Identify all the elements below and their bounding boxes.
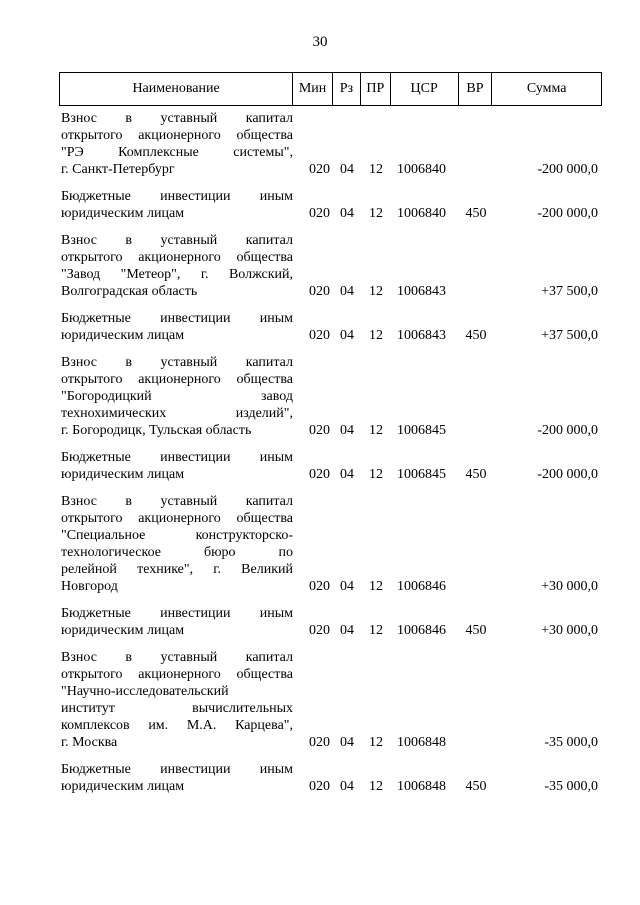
- row-sum: -35 000,0: [544, 779, 598, 794]
- row-rz: 04: [340, 206, 354, 221]
- row-name-line: юридическим лицам: [61, 623, 185, 638]
- page-number: 30: [312, 34, 328, 50]
- row-min: 020: [309, 162, 330, 177]
- row-csr: 1006845: [397, 467, 446, 482]
- row-name: [59, 354, 293, 439]
- row-sum: +37 500,0: [541, 284, 598, 299]
- row-csr: 1006843: [397, 284, 446, 299]
- row-name-line: юридическим лицам: [61, 328, 185, 343]
- row-name-line: Новгород: [61, 579, 118, 594]
- row-pr: 12: [369, 162, 383, 177]
- header-min: Мин: [293, 73, 333, 105]
- row-name-line: Взнос в уставный капитал: [61, 233, 293, 248]
- header-name: Наименование: [60, 73, 293, 105]
- row-name-line: "Завод "Метеор", г. Волжский,: [61, 267, 293, 282]
- row-pr: 12: [369, 423, 383, 438]
- row-sum: -35 000,0: [544, 735, 598, 750]
- row-name-line: технологическое бюро по: [61, 545, 293, 560]
- row-sum: -200 000,0: [537, 423, 598, 438]
- row-pr: 12: [369, 206, 383, 221]
- row-rz: 04: [340, 623, 354, 638]
- row-name-line: Взнос в уставный капитал: [61, 111, 293, 126]
- row-name-line: г. Москва: [61, 735, 118, 750]
- row-sum: -200 000,0: [537, 206, 598, 221]
- row-name-line: Бюджетные инвестиции иным: [61, 762, 293, 777]
- row-sum: -200 000,0: [537, 467, 598, 482]
- row-vr: 450: [465, 623, 487, 638]
- row-min: 020: [309, 467, 330, 482]
- row-name: [59, 493, 293, 595]
- row-name: [59, 649, 293, 751]
- row-name-line: Бюджетные инвестиции иным: [61, 606, 293, 621]
- row-name-line: Бюджетные инвестиции иным: [61, 450, 293, 465]
- row-name-line: Взнос в уставный капитал: [61, 650, 293, 665]
- table-row: [59, 110, 602, 178]
- row-name-line: "Специальное конструкторско-: [61, 528, 293, 543]
- row-pr: 12: [369, 779, 383, 794]
- row-name-line: технохимических изделий",: [61, 406, 293, 421]
- row-min: 020: [309, 423, 330, 438]
- header-vr: ВР: [459, 73, 493, 105]
- table-row: [59, 232, 602, 300]
- row-min: 020: [309, 284, 330, 299]
- row-vr: 450: [465, 467, 487, 482]
- row-name: [59, 232, 293, 300]
- row-name-line: институт вычислительных: [61, 701, 293, 716]
- row-name-line: комплексов им. М.А. Карцева",: [61, 718, 293, 733]
- row-sum: +30 000,0: [541, 579, 598, 594]
- row-vr: 450: [465, 206, 487, 221]
- row-csr: 1006845: [397, 423, 446, 438]
- row-rz: 04: [340, 423, 354, 438]
- row-pr: 12: [369, 284, 383, 299]
- row-rz: 04: [340, 162, 354, 177]
- table-row: [59, 449, 602, 483]
- row-rz: 04: [340, 328, 354, 343]
- row-rz: 04: [340, 579, 354, 594]
- row-name: [59, 761, 293, 795]
- table-row: [59, 188, 602, 222]
- row-name-line: Волгоградская область: [61, 284, 198, 299]
- header-rz: Рз: [333, 73, 361, 105]
- table-row: [59, 605, 602, 639]
- row-rz: 04: [340, 467, 354, 482]
- row-min: 020: [309, 579, 330, 594]
- row-name-line: открытого акционерного общества: [61, 511, 293, 526]
- row-name-line: г. Санкт-Петербург: [61, 162, 175, 177]
- row-sum: +37 500,0: [541, 328, 598, 343]
- row-name-line: Бюджетные инвестиции иным: [61, 311, 293, 326]
- table-row: [59, 761, 602, 795]
- row-vr: 450: [465, 779, 487, 794]
- row-name-line: "Богородицкий завод: [61, 389, 293, 404]
- row-csr: 1006848: [397, 735, 446, 750]
- row-csr: 1006840: [397, 206, 446, 221]
- header-pr: ПР: [361, 73, 391, 105]
- row-name-line: открытого акционерного общества: [61, 372, 293, 387]
- row-pr: 12: [369, 328, 383, 343]
- row-min: 020: [309, 779, 330, 794]
- row-name-line: "Научно-исследовательский: [61, 684, 229, 699]
- row-csr: 1006846: [397, 579, 446, 594]
- table-row: [59, 649, 602, 751]
- row-name: [59, 605, 293, 639]
- row-min: 020: [309, 206, 330, 221]
- table-row: [59, 354, 602, 439]
- row-name-line: Взнос в уставный капитал: [61, 494, 293, 509]
- row-name-line: релейной технике", г. Великий: [61, 562, 293, 577]
- table-row: [59, 493, 602, 595]
- row-csr: 1006840: [397, 162, 446, 177]
- row-name: [59, 110, 293, 178]
- row-csr: 1006846: [397, 623, 446, 638]
- row-vr: 450: [465, 328, 487, 343]
- row-name: [59, 188, 293, 222]
- row-name: [59, 310, 293, 344]
- row-name-line: открытого акционерного общества: [61, 250, 293, 265]
- row-pr: 12: [369, 579, 383, 594]
- row-name-line: юридическим лицам: [61, 206, 185, 221]
- row-name-line: г. Богородицк, Тульская область: [61, 423, 252, 438]
- row-rz: 04: [340, 284, 354, 299]
- row-csr: 1006843: [397, 328, 446, 343]
- row-name-line: Бюджетные инвестиции иным: [61, 189, 293, 204]
- row-min: 020: [309, 735, 330, 750]
- table-body: [59, 110, 602, 795]
- row-name-line: юридическим лицам: [61, 779, 185, 794]
- row-name-line: "РЭ Комплексные системы",: [61, 145, 293, 160]
- row-name-line: юридическим лицам: [61, 467, 185, 482]
- row-min: 020: [309, 328, 330, 343]
- table-row: [59, 310, 602, 344]
- row-name: [59, 449, 293, 483]
- row-pr: 12: [369, 467, 383, 482]
- row-pr: 12: [369, 735, 383, 750]
- row-name-line: открытого акционерного общества: [61, 128, 293, 143]
- row-sum: +30 000,0: [541, 623, 598, 638]
- row-csr: 1006848: [397, 779, 446, 794]
- row-name-line: Взнос в уставный капитал: [61, 355, 293, 370]
- header-sum: Сумма: [526, 81, 567, 96]
- row-sum: -200 000,0: [537, 162, 598, 177]
- row-min: 020: [309, 623, 330, 638]
- row-pr: 12: [369, 623, 383, 638]
- row-name-line: открытого акционерного общества: [61, 667, 293, 682]
- row-rz: 04: [340, 735, 354, 750]
- header-csr: ЦСР: [391, 73, 459, 105]
- row-rz: 04: [340, 779, 354, 794]
- table-header: [59, 72, 602, 106]
